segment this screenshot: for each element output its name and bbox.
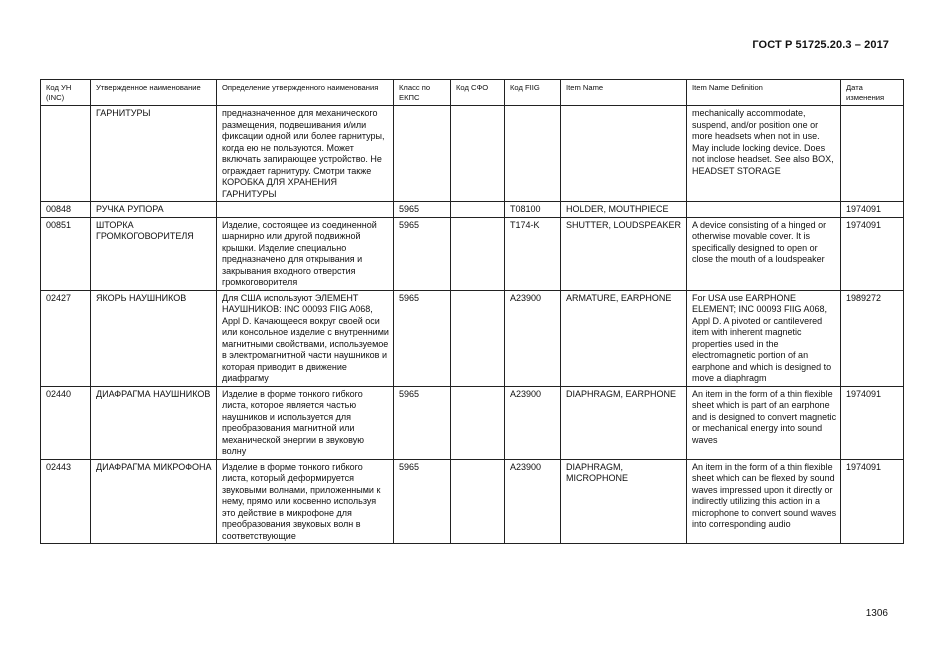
cell-definition: предназначенное для механического размещения, подвешивания и/или фиксации одной или более гарнитуры, когда ею не пользуются. Может включать запирающее устройство. Не ограждает гарнитуру. Смотри также КОРОБКА ДЛЯ ХРАНЕНИЯ ГАРНИТУРЫ [217, 106, 394, 202]
cell-definition: Изделие в форме тонкого гибкого листа, который деформируется звуковыми волнами, приложенными к нему, прямо или косвенно используя это действие в микрофоне для преобразования звуковых волн в соответствующие [217, 459, 394, 544]
cell-approved-name: ДИАФРАГМА МИКРОФОНА [91, 459, 217, 544]
cell-definition [217, 202, 394, 218]
table-row [41, 386, 904, 459]
column-header-item-name: Item Name [561, 80, 687, 106]
cell-change-date: 1974091 [841, 217, 904, 290]
cell-inc: 02443 [41, 459, 91, 544]
cell-inc [41, 106, 91, 202]
cell-fiig-code: A23900 [505, 386, 561, 459]
cell-sfo-code [451, 290, 505, 386]
nomenclature-table [40, 79, 904, 544]
cell-item-name: ARMATURE, EARPHONE [561, 290, 687, 386]
cell-ekps-class [394, 106, 451, 202]
cell-sfo-code [451, 386, 505, 459]
cell-item-name-definition: An item in the form of a thin flexible sheet which can be flexed by sound waves impressed upon it directly or indirectly utilizing this action in a microphone to convert sound waves into corresponding audio [687, 459, 841, 544]
table-row [41, 217, 904, 290]
cell-item-name [561, 106, 687, 202]
table-row [41, 459, 904, 544]
column-header-ekps-class: Класс по ЕКПС [394, 80, 451, 106]
cell-approved-name: ЯКОРЬ НАУШНИКОВ [91, 290, 217, 386]
table-header-row [41, 80, 904, 106]
cell-item-name: HOLDER, MOUTHPIECE [561, 202, 687, 218]
cell-sfo-code [451, 202, 505, 218]
cell-fiig-code: A23900 [505, 290, 561, 386]
page-number: 1306 [865, 608, 888, 619]
cell-change-date: 1974091 [841, 459, 904, 544]
cell-ekps-class: 5965 [394, 202, 451, 218]
column-header-definition: Определение утвержденного наименования [217, 80, 394, 106]
cell-sfo-code [451, 459, 505, 544]
table-row [41, 106, 904, 202]
cell-item-name: DIAPHRAGM, MICROPHONE [561, 459, 687, 544]
cell-definition: Изделие в форме тонкого гибкого листа, которое является частью наушников и используется для преобразования магнитной или механической энергии в звуковую волну [217, 386, 394, 459]
column-header-inc: Код УН (INC) [41, 80, 91, 106]
cell-definition: Для США используют ЭЛЕМЕНТ НАУШНИКОВ: INC 00093 FIIG A068, Appl D. Качающееся вокруг своей оси или консольное изделие с внутренними магнитными свойствами, используемое в электромагнитной части наушников и которая приводит в движение диафрагму [217, 290, 394, 386]
cell-ekps-class: 5965 [394, 217, 451, 290]
cell-change-date: 1974091 [841, 386, 904, 459]
cell-item-name-definition: A device consisting of a hinged or otherwise movable cover. It is specifically designed to open or close the mouth of a loudspeaker [687, 217, 841, 290]
cell-approved-name: ДИАФРАГМА НАУШНИКОВ [91, 386, 217, 459]
cell-change-date [841, 106, 904, 202]
cell-fiig-code: T174-K [505, 217, 561, 290]
column-header-approved-name: Утвержденное наименование [91, 80, 217, 106]
column-header-change-date: Дата изменения [841, 80, 904, 106]
cell-ekps-class: 5965 [394, 386, 451, 459]
cell-ekps-class: 5965 [394, 290, 451, 386]
cell-item-name-definition: An item in the form of a thin flexible sheet which is part of an earphone and is designed to convert magnetic or mechanical energy into sound waves [687, 386, 841, 459]
cell-change-date: 1989272 [841, 290, 904, 386]
cell-definition: Изделие, состоящее из соединенной шарнирно или другой подвижной крышки. Изделие специально предназначено для открывания и закрывания входного отверстия громкоговорителя [217, 217, 394, 290]
cell-inc: 02427 [41, 290, 91, 386]
cell-inc: 00848 [41, 202, 91, 218]
cell-ekps-class: 5965 [394, 459, 451, 544]
cell-fiig-code [505, 106, 561, 202]
cell-sfo-code [451, 106, 505, 202]
column-header-item-name-definition: Item Name Definition [687, 80, 841, 106]
table-row [41, 290, 904, 386]
cell-fiig-code: A23900 [505, 459, 561, 544]
column-header-sfo-code: Код СФО [451, 80, 505, 106]
cell-item-name-definition: For USA use EARPHONE ELEMENT; INC 00093 FIIG A068, Appl D. A pivoted or cantilevered item with inherent magnetic properties used in the electromagnetic portion of an earphone and which is designed to move a diaphragm [687, 290, 841, 386]
cell-approved-name: РУЧКА РУПОРА [91, 202, 217, 218]
cell-change-date: 1974091 [841, 202, 904, 218]
cell-item-name-definition: mechanically accommodate, suspend, and/or position one or more headsets when not in use. May include locking device. Does not inclose headset. See also BOX, HEADSET STORAGE [687, 106, 841, 202]
cell-item-name: SHUTTER, LOUDSPEAKER [561, 217, 687, 290]
column-header-fiig-code: Код FIIG [505, 80, 561, 106]
table-row [41, 202, 904, 218]
cell-inc: 00851 [41, 217, 91, 290]
cell-inc: 02440 [41, 386, 91, 459]
cell-item-name: DIAPHRAGM, EARPHONE [561, 386, 687, 459]
cell-approved-name: ГАРНИТУРЫ [91, 106, 217, 202]
cell-fiig-code: T08100 [505, 202, 561, 218]
cell-item-name-definition [687, 202, 841, 218]
cell-sfo-code [451, 217, 505, 290]
cell-approved-name: ШТОРКА ГРОМКОГОВОРИТЕЛЯ [91, 217, 217, 290]
document-title: ГОСТ Р 51725.20.3 – 2017 [752, 39, 889, 51]
